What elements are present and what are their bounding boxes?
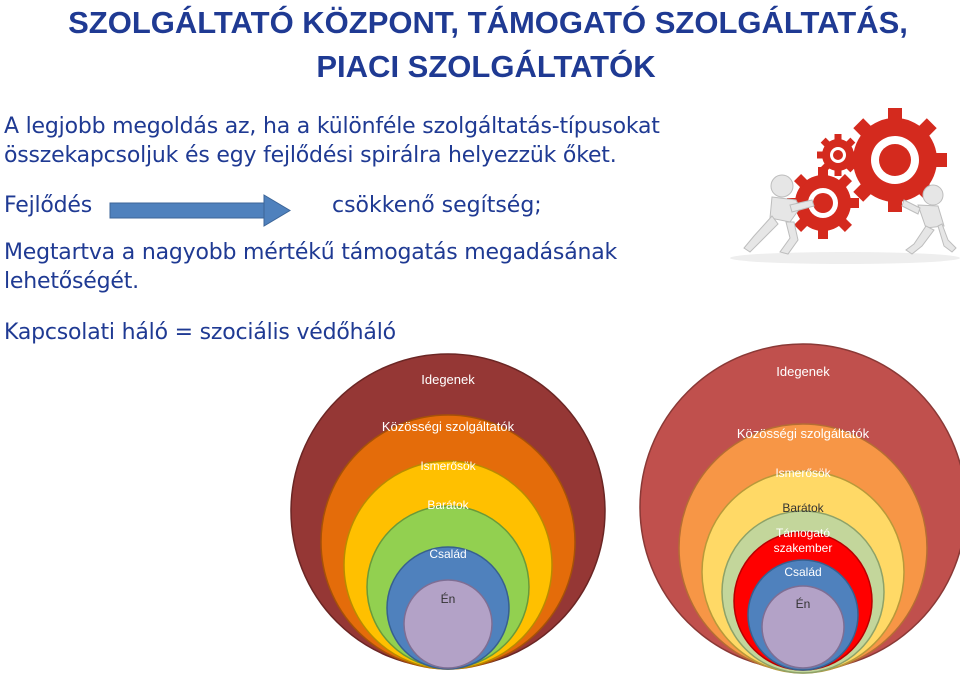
intro-paragraph: A legjobb megoldás az, ha a különféle szolgáltatás-típusokat összekapcsoljuk és egy fejlődési spirálra helyezzük őket. bbox=[4, 114, 660, 168]
development-arrow bbox=[110, 195, 290, 226]
left-label-family: Család bbox=[429, 547, 467, 561]
right-label-self: Én bbox=[795, 597, 811, 611]
left-label-friends: Barátok bbox=[427, 498, 469, 512]
decreasing-help-label: csökkenő segítség; bbox=[332, 193, 542, 218]
left-label-acquaintances: Ismerősök bbox=[420, 459, 476, 473]
figures-pushing-gears-icon bbox=[730, 108, 960, 264]
right-label-support-line1: Támogató bbox=[775, 526, 831, 540]
right-label-community-providers: Közösségi szolgáltatók bbox=[736, 426, 870, 441]
support-paragraph: Megtartva a nagyobb mértékű támogatás megadásának lehetőségét. bbox=[4, 240, 618, 294]
right-label-strangers: Idegenek bbox=[776, 364, 830, 379]
network-paragraph: Kapcsolati háló = szociális védőháló bbox=[4, 320, 396, 345]
right-label-friends: Barátok bbox=[782, 501, 824, 515]
left-label-community-providers: Közösségi szolgáltatók bbox=[381, 419, 515, 434]
left-label-self: Én bbox=[440, 592, 456, 606]
right-label-acquaintances: Ismerősök bbox=[775, 466, 831, 480]
right-label-family: Család bbox=[784, 565, 822, 579]
development-label: Fejlődés bbox=[4, 193, 93, 218]
title-line-1: SZOLGÁLTATÓ KÖZPONT, TÁMOGATÓ SZOLGÁLTATÁS, bbox=[68, 5, 908, 40]
left-label-strangers: Idegenek bbox=[421, 372, 475, 387]
title-line-2: PIACI SZOLGÁLTATÓK bbox=[316, 49, 656, 84]
right-label-support-line2: szakember bbox=[773, 541, 833, 555]
